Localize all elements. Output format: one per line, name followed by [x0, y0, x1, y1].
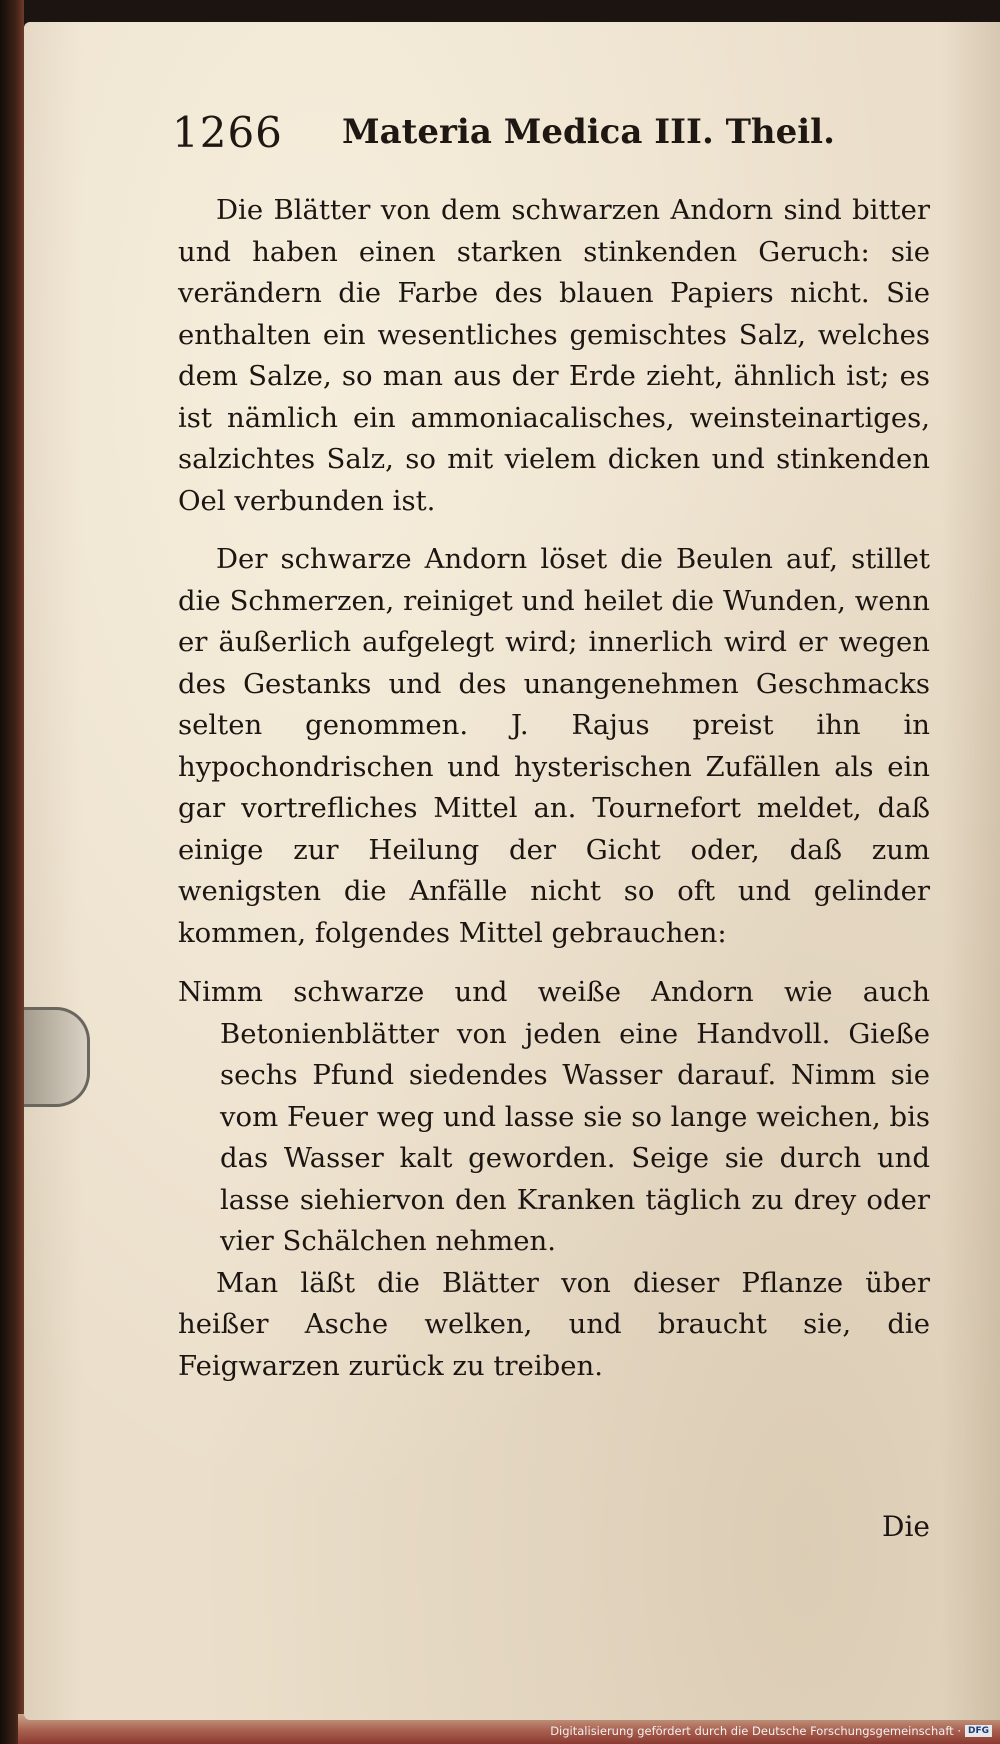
page-clip — [24, 1007, 90, 1107]
paragraph-leaves: Die Blätter von dem schwarzen Andorn sind bitter und haben einen starken stinkenden Geruch: sie verändern die Farbe des blauen Papiers nicht. Sie enthalten ein wesentliches gemischtes Salz, welches dem Salze, so man aus der Erde zieht, ähnlich ist; es ist nämlich ein ammoniacalisches, weinsteinartiges, salzichtes Salz, so mit vielem dicken und stinkenden Oel verbunden ist. — [178, 194, 930, 517]
page-number: 1266 — [172, 108, 283, 157]
book-spine-edge — [0, 0, 24, 1744]
catchword: Die — [882, 1510, 930, 1543]
recipe-paragraph: Nimm schwarze und weiße Andorn wie auch Betonienblätter von jeden eine Handvoll. Gieße sechs Pfund siedendes Wasser darauf. Nimm sie vom Feuer weg und lasse sie so lange weichen, bis das Wasser kalt geworden. Seige sie durch und lasse siehiervon den Kranken täglich zu drey oder vier Schälchen nehmen. — [178, 976, 930, 1257]
paragraph-uses: Der schwarze Andorn löset die Beulen auf, stillet die Schmerzen, reiniget und heilet die Wunden, wenn er äußerlich aufgelegt wird; innerlich wird er wegen des Gestanks und des unangenehmen Geschmacks selten genommen. J. Rajus preist ihn in hypochondrischen und hysterischen Zufällen als ein gar vortrefliches Mittel an. Tournefort meldet, daß einige zur Heilung der Gicht oder, daß zum wenigsten die Anfälle nicht so oft und gelinder kommen, folgendes Mittel gebrauchen: — [178, 543, 930, 949]
body-text — [178, 190, 930, 1387]
paragraph-closing: Man läßt die Blätter von dieser Pflanze über heißer Asche welken, und braucht sie, die Feigwarzen zurück zu treiben. — [178, 1266, 930, 1382]
running-title: Materia Medica III. Theil. — [342, 112, 835, 152]
credit-text: Digitalisierung gefördert durch die Deutsche Forschungsgemeinschaft · — [550, 1724, 961, 1738]
page-header — [172, 108, 932, 162]
dfg-logo: DFG — [965, 1725, 992, 1737]
digitization-credit — [550, 1724, 992, 1738]
